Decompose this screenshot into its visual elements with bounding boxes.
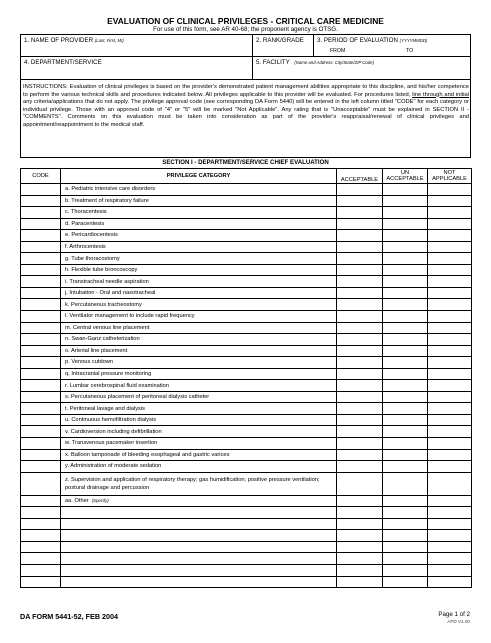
privilege-category-cell [61,472,337,495]
privilege-category-cell [61,541,337,553]
acceptable-cell[interactable] [337,438,383,450]
privilege-label: s. Percutaneous placement of peritoneal dialysis catheter [65,394,210,401]
privilege-label: m. Central venous line placement [65,324,150,331]
not-applicable-cell[interactable] [428,530,472,542]
unacceptable-cell[interactable] [383,449,428,461]
not-applicable-cell[interactable] [428,264,472,276]
privilege-category-cell [61,368,337,380]
unacceptable-cell[interactable] [383,495,428,507]
privilege-label: i. Transtracheal needle aspiration [65,278,149,285]
not-applicable-cell[interactable] [428,391,472,403]
acceptable-cell[interactable] [337,322,383,334]
code-cell[interactable] [21,518,61,530]
privilege-label: u. Continuous hemofiltration dialysis [65,417,157,424]
table-row [21,218,472,230]
not-applicable-cell[interactable] [428,576,472,588]
code-cell[interactable] [21,461,61,473]
not-applicable-cell[interactable] [428,414,472,426]
code-cell[interactable] [21,184,61,196]
not-applicable-cell[interactable] [428,507,472,519]
acceptable-cell[interactable] [337,184,383,196]
privilege-label: j. Intubation - Oral and nasotracheal [65,290,156,297]
acceptable-cell[interactable] [337,553,383,565]
code-cell[interactable] [21,334,61,346]
code-cell[interactable] [21,438,61,450]
privilege-label: a. Pediatric intensive care disorders [65,186,156,193]
privileges-table [20,168,472,588]
privilege-label: d. Paracentesis [65,220,105,227]
privilege-category-cell [61,218,337,230]
acceptable-cell[interactable] [337,195,383,207]
not-applicable-header: NOT APPLICABLE [428,169,472,184]
acceptable-header: ACCEPTABLE [337,169,383,184]
table-row [21,472,472,495]
privilege-label: h. Flexible tube broncoscopy [65,267,138,274]
code-cell[interactable] [21,403,61,415]
unacceptable-cell[interactable] [383,276,428,288]
privilege-category-header: PRIVILEGE CATEGORY [61,169,337,184]
privilege-label: v. Cardioversion including defibrillation [65,428,162,435]
acceptable-cell[interactable] [337,299,383,311]
unacceptable-header: UN ACCEPTABLE [383,169,428,184]
evaluation-period-label: 3. PERIOD OF EVALUATION [317,37,398,44]
not-applicable-cell[interactable] [428,184,472,196]
privilege-label: b. Treatment of respiratory failure [65,197,149,204]
rank-grade-field[interactable] [252,34,314,57]
provider-name-hint: (Last, First, MI) [94,38,124,43]
table-row [21,403,472,415]
privilege-label: z. Supervision and application of respiratory therapy; gas humidification; positive pressure ventilation; postural drainage and percussion [65,476,320,491]
form-subtitle: For use of this form, see AR 40-68; the proponent agency is OTSG. [153,26,338,33]
table-row [21,553,472,565]
privilege-category-cell [61,264,337,276]
table-row [21,207,472,219]
not-applicable-cell[interactable] [428,461,472,473]
privilege-category-cell [61,495,337,507]
form-title: EVALUATION OF CLINICAL PRIVILEGES - CRITICAL CARE MEDICINE [107,16,384,26]
not-applicable-cell[interactable] [428,518,472,530]
acceptable-cell[interactable] [337,507,383,519]
table-row [21,241,472,253]
unacceptable-cell[interactable] [383,311,428,323]
not-applicable-cell[interactable] [428,541,472,553]
table-row [21,426,472,438]
privilege-category-cell [61,299,337,311]
privilege-category-cell [61,576,337,588]
code-cell[interactable] [21,541,61,553]
table-row [21,564,472,576]
unacceptable-cell[interactable] [383,287,428,299]
not-applicable-cell[interactable] [428,426,472,438]
facility-hint: (Name and Address: City/State/ZIP Code) [294,60,375,65]
code-cell[interactable] [21,530,61,542]
privilege-category-cell [61,345,337,357]
form-version: APD V1.00 [447,619,470,624]
unacceptable-cell[interactable] [383,380,428,392]
privilege-category-cell [61,230,337,242]
privilege-category-cell [61,564,337,576]
privilege-category-cell [61,391,337,403]
unacceptable-cell[interactable] [383,334,428,346]
code-cell[interactable] [21,345,61,357]
unacceptable-cell[interactable] [383,253,428,265]
unacceptable-cell[interactable] [383,195,428,207]
privilege-category-cell [61,507,337,519]
acceptable-cell[interactable] [337,207,383,219]
table-row [21,357,472,369]
privilege-category-cell [61,414,337,426]
table-row [21,438,472,450]
code-cell[interactable] [21,322,61,334]
privilege-category-cell [61,426,337,438]
table-row [21,507,472,519]
unacceptable-cell[interactable] [383,414,428,426]
code-cell[interactable] [21,507,61,519]
code-cell[interactable] [21,357,61,369]
table-row [21,334,472,346]
acceptable-cell[interactable] [337,461,383,473]
other-hint: (Specify) [91,497,109,503]
acceptable-cell[interactable] [337,380,383,392]
unacceptable-cell[interactable] [383,345,428,357]
unacceptable-cell[interactable] [383,438,428,450]
acceptable-cell[interactable] [337,518,383,530]
page-number: Page 1 of 2 [438,611,470,618]
table-row [21,276,472,288]
not-applicable-cell[interactable] [428,287,472,299]
table-row [21,195,472,207]
acceptable-cell[interactable] [337,368,383,380]
acceptable-cell[interactable] [337,530,383,542]
acceptable-cell[interactable] [337,426,383,438]
table-row [21,461,472,473]
department-service-field[interactable] [20,56,253,80]
code-cell[interactable] [21,287,61,299]
unacceptable-cell[interactable] [383,403,428,415]
acceptable-cell[interactable] [337,230,383,242]
acceptable-cell[interactable] [337,576,383,588]
privilege-label: k. Percutaneous tracheostomy [65,301,142,308]
unacceptable-cell[interactable] [383,322,428,334]
table-row [21,449,472,461]
table-row [21,230,472,242]
not-applicable-cell[interactable] [428,368,472,380]
unacceptable-cell[interactable] [383,530,428,542]
privilege-label: f. Arthrocentesis [65,244,106,250]
acceptable-cell[interactable] [337,449,383,461]
privilege-category-cell [61,518,337,530]
unacceptable-cell[interactable] [383,230,428,242]
privilege-category-cell [61,530,337,542]
privilege-label: q. Intracranial pressure monitoring [65,371,152,378]
acceptable-cell[interactable] [337,241,383,253]
code-cell[interactable] [21,553,61,565]
unacceptable-cell[interactable] [383,184,428,196]
unacceptable-cell[interactable] [383,391,428,403]
not-applicable-cell[interactable] [428,230,472,242]
unacceptable-cell[interactable] [383,368,428,380]
table-row [21,311,472,323]
privilege-category-cell [61,449,337,461]
acceptable-cell[interactable] [337,276,383,288]
unacceptable-cell[interactable] [383,241,428,253]
table-row [21,264,472,276]
not-applicable-cell[interactable] [428,299,472,311]
privilege-category-cell [61,287,337,299]
unacceptable-cell[interactable] [383,218,428,230]
not-applicable-cell[interactable] [428,403,472,415]
table-row [21,530,472,542]
code-cell[interactable] [21,426,61,438]
code-cell[interactable] [21,218,61,230]
not-applicable-cell[interactable] [428,195,472,207]
not-applicable-cell[interactable] [428,438,472,450]
code-cell[interactable] [21,368,61,380]
unacceptable-cell[interactable] [383,576,428,588]
not-applicable-cell[interactable] [428,311,472,323]
privilege-category-cell [61,207,337,219]
table-row [21,576,472,588]
evaluation-period-field[interactable] [313,34,471,57]
evaluation-period-hint: (YYYYMMDD) [399,38,428,43]
rank-grade-label: 2. RANK/GRADE [256,37,304,44]
unacceptable-cell[interactable] [383,426,428,438]
period-from-label: FROM [330,48,346,54]
code-cell[interactable] [21,241,61,253]
code-cell[interactable] [21,299,61,311]
table-row [21,322,472,334]
department-service-label: 4. DEPARTMENT/SERVICE [24,59,102,66]
privilege-label: r. Lumbar cerebrospinal fluid examination [65,382,170,389]
table-row [21,518,472,530]
acceptable-cell[interactable] [337,253,383,265]
unacceptable-cell[interactable] [383,553,428,565]
privilege-category-cell [61,334,337,346]
unacceptable-cell[interactable] [383,518,428,530]
table-row [21,184,472,196]
not-applicable-cell[interactable] [428,241,472,253]
not-applicable-cell[interactable] [428,357,472,369]
acceptable-cell[interactable] [337,311,383,323]
code-cell[interactable] [21,495,61,507]
form-number: DA FORM 5441-52, FEB 2004 [20,612,118,621]
privilege-category-cell [61,253,337,265]
code-cell[interactable] [21,253,61,265]
unacceptable-cell[interactable] [383,264,428,276]
not-applicable-cell[interactable] [428,334,472,346]
code-cell[interactable] [21,380,61,392]
acceptable-cell[interactable] [337,495,383,507]
code-cell[interactable] [21,264,61,276]
unacceptable-cell[interactable] [383,357,428,369]
privilege-category-cell [61,241,337,253]
table-row [21,380,472,392]
code-cell[interactable] [21,207,61,219]
provider-name-field[interactable] [20,34,253,57]
privilege-category-cell [61,276,337,288]
not-applicable-cell[interactable] [428,322,472,334]
table-row [21,299,472,311]
privilege-label: y. Administration of moderate sedation [65,463,162,470]
unacceptable-cell[interactable] [383,461,428,473]
privilege-category-cell [61,380,337,392]
code-cell[interactable] [21,311,61,323]
privilege-label: n. Swan-Ganz catheterization [65,336,140,343]
section-title: SECTION I - DEPARTMENT/SERVICE CHIEF EVALUATION [162,159,329,166]
acceptable-cell[interactable] [337,218,383,230]
privilege-label: c. Thoracentesis [65,209,107,216]
not-applicable-cell[interactable] [428,449,472,461]
table-row [21,368,472,380]
not-applicable-cell[interactable] [428,218,472,230]
table-row [21,287,472,299]
unacceptable-cell[interactable] [383,299,428,311]
privilege-category-cell [61,438,337,450]
unacceptable-cell[interactable] [383,207,428,219]
acceptable-cell[interactable] [337,472,383,495]
acceptable-cell[interactable] [337,357,383,369]
instructions-text: INSTRUCTIONS: Evaluation of clinical privileges is based on the provider's demonstrated patient management abilities appropriate to this discipline, and his/her competence to perform the various technical skills and procedures indicated below. All privileges applicable to this provider will be evaluated. For procedures listed, line through and initial any criteria/applications that do not apply. The privilege approval code (see corresponding DA Form 5440) will be entered in the left column titled "CODE" for each category or individual privilege. Those with an approval code of "4" or "5" will be marked "Not Applicable". Any rating that is "Unacceptable" must be explained in SECTION II - "COMMENTS". Comments on this evaluation must be taken into consideration as part of the provider's reappraisal/renewal of clinical privileges and appointment/reappointment to the medical staff. [23,84,469,128]
acceptable-cell[interactable] [337,287,383,299]
privilege-category-cell [61,461,337,473]
acceptable-cell[interactable] [337,564,383,576]
privilege-label: p. Venous cutdown [65,359,114,366]
privilege-category-cell [61,195,337,207]
acceptable-cell[interactable] [337,345,383,357]
code-cell[interactable] [21,564,61,576]
code-cell[interactable] [21,449,61,461]
acceptable-cell[interactable] [337,541,383,553]
privilege-category-cell [61,553,337,565]
not-applicable-cell[interactable] [428,564,472,576]
code-cell[interactable] [21,576,61,588]
facility-label: 5. FACILITY [256,59,290,66]
table-row [21,391,472,403]
code-cell[interactable] [21,195,61,207]
provider-name-label: 1. NAME OF PROVIDER [24,37,94,44]
code-cell[interactable] [21,414,61,426]
not-applicable-cell[interactable] [428,207,472,219]
not-applicable-cell[interactable] [428,380,472,392]
privilege-label: o. Arterial line placement [65,347,128,354]
privilege-label: e. Pericardiocentesis [65,232,118,239]
table-row [21,345,472,357]
table-row [21,414,472,426]
acceptable-cell[interactable] [337,414,383,426]
privilege-category-cell [61,357,337,369]
privilege-label: l. Ventilator management to include rapid frequency [65,313,195,320]
not-applicable-cell[interactable] [428,553,472,565]
acceptable-cell[interactable] [337,264,383,276]
facility-field[interactable] [252,56,471,80]
unacceptable-cell[interactable] [383,541,428,553]
privilege-category-cell [61,184,337,196]
not-applicable-cell[interactable] [428,253,472,265]
acceptable-cell[interactable] [337,403,383,415]
table-row [21,253,472,265]
acceptable-cell[interactable] [337,334,383,346]
privilege-category-cell [61,403,337,415]
unacceptable-cell[interactable] [383,564,428,576]
code-cell[interactable] [21,472,61,495]
privilege-category-cell [61,311,337,323]
acceptable-cell[interactable] [337,391,383,403]
privilege-label: g. Tube thoracostomy [65,255,120,262]
privilege-label: w. Transvenous pacemaker insertion [65,440,158,447]
code-cell[interactable] [21,276,61,288]
period-to-label: TO [406,48,414,54]
unacceptable-cell[interactable] [383,472,428,495]
privilege-label: t. Peritoneal lavage and dialysis [65,405,145,412]
table-row [21,495,472,507]
not-applicable-cell[interactable] [428,495,472,507]
not-applicable-cell[interactable] [428,472,472,495]
privilege-label: x. Balloon tamponade of bleeding esophageal and gastric varices [65,451,230,458]
unacceptable-cell[interactable] [383,507,428,519]
code-cell[interactable] [21,230,61,242]
privilege-label: aa. Other [65,497,89,504]
not-applicable-cell[interactable] [428,345,472,357]
code-cell[interactable] [21,391,61,403]
not-applicable-cell[interactable] [428,276,472,288]
code-header: CODE [21,169,61,184]
table-row [21,541,472,553]
privilege-category-cell [61,322,337,334]
